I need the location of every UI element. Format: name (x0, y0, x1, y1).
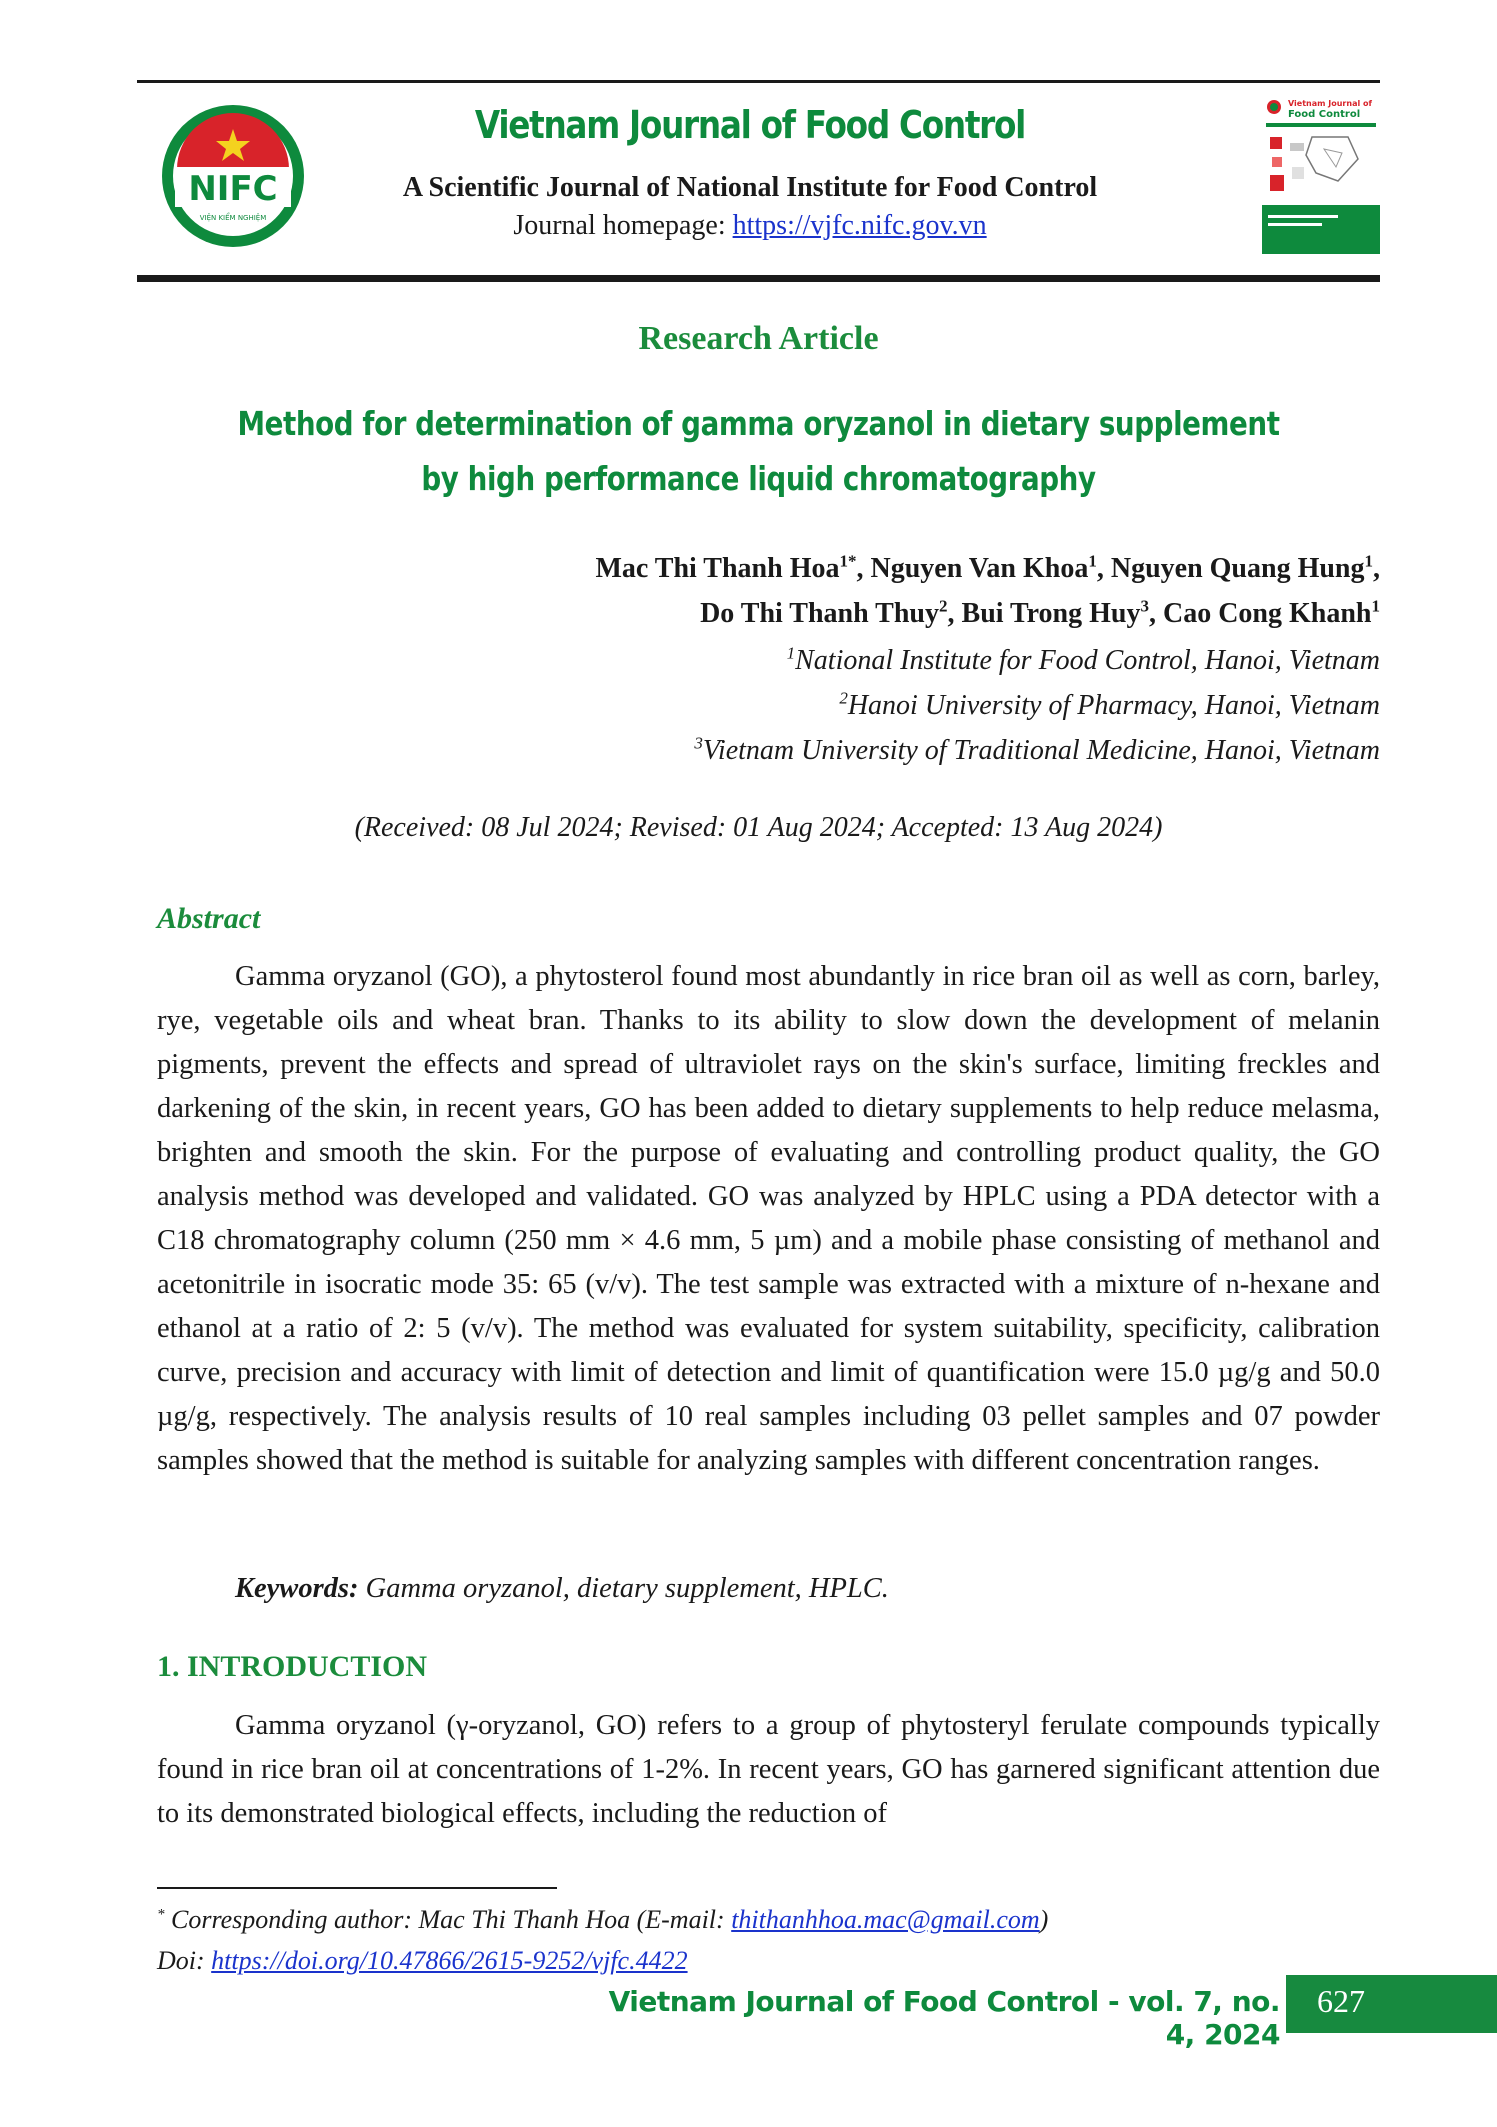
corresponding-end: ) (1039, 1905, 1049, 1934)
author-name: Mac Thi Thanh Hoa (595, 553, 840, 584)
author-affil-mark: 1 (1371, 596, 1380, 616)
footnote-rule (157, 1887, 557, 1889)
affiliation-mark: 2 (839, 688, 848, 708)
author-separator: , (1373, 553, 1380, 584)
affiliations (694, 638, 1380, 773)
affiliation-item (694, 728, 1380, 773)
homepage-link[interactable]: https://vjfc.nifc.gov.vn (732, 210, 987, 241)
corresponding-author-footnote (157, 1905, 1048, 1935)
doi-link[interactable]: https://doi.org/10.47866/2615-9252/vjfc.4422 (211, 1946, 688, 1975)
abstract-heading: Abstract (157, 902, 261, 935)
author-separator: , (947, 598, 962, 629)
title-line-1: Method for determination of gamma oryzanol in dietary supplement (237, 404, 1280, 443)
author-name: Bui Trong Huy (961, 598, 1141, 629)
submission-dates: (Received: 08 Jul 2024; Revised: 01 Aug 2024; Accepted: 13 Aug 2024) (354, 812, 1163, 843)
author-name: Nguyen Quang Hung (1110, 553, 1365, 584)
cover-title-2: Food Control (1288, 109, 1361, 120)
corresponding-label: Corresponding author: Mac Thi Thanh Hoa (E-mail: (164, 1905, 732, 1934)
author-list (595, 546, 1380, 636)
author-affil-mark: 3 (1140, 596, 1149, 616)
keywords-label: Keywords: (235, 1573, 359, 1604)
author-name: Nguyen Van Khoa (870, 553, 1089, 584)
page-number: 627 (1317, 1983, 1365, 2019)
top-rule (137, 80, 1380, 83)
section-heading-introduction: 1. INTRODUCTION (157, 1650, 428, 1683)
journal-subtitle: A Scientific Journal of National Institute for Food Control (402, 172, 1098, 203)
header-rule (137, 275, 1380, 282)
title-line-2: by high performance liquid chromatography (421, 459, 1096, 498)
homepage-label: Journal homepage: (513, 210, 733, 241)
authors-line-1 (595, 546, 1380, 591)
affiliation-text: Vietnam University of Traditional Medicine, Hanoi, Vietnam (702, 735, 1380, 766)
doi-label: Doi: (157, 1946, 212, 1975)
footnote-mark: * (157, 1906, 165, 1923)
journal-cover-thumbnail (1262, 97, 1380, 254)
affiliation-text: Hanoi University of Pharmacy, Hanoi, Vietnam (847, 690, 1380, 721)
authors-line-2 (595, 591, 1380, 636)
logo-subtext: VIỆN KIỂM NGHIỆM (199, 214, 267, 222)
author-separator: , (1096, 553, 1111, 584)
keywords-list: Gamma oryzanol, dietary supplement, HPLC. (358, 1573, 889, 1604)
author-affil-mark: 1 (1364, 551, 1373, 571)
affiliation-mark: 1 (786, 643, 796, 663)
affiliation-item (694, 638, 1380, 683)
keywords (157, 1573, 1380, 1605)
author-name: Cao Cong Khanh (1162, 598, 1372, 629)
nifc-logo (160, 103, 306, 249)
doi-footnote (157, 1946, 688, 1976)
abstract-paragraph: Gamma oryzanol (GO), a phytosterol found most abundantly in rice bran oil as well as corn, barley, rye, vegetable oils and wheat bran. Thanks to its ability to slow down the development of melanin pigments, prevent the effects and spread of ultraviolet rays on the skin's surface, limiting freckles and darkening of the skin, in recent years, GO has been added to dietary supplements to help reduce melasma, brighten and smooth the skin. For the purpose of evaluating and controlling product quality, the GO analysis method was developed and validated. GO was analyzed by HPLC using a PDA detector with a C18 chromatography column (250 mm × 4.6 mm, 5 µm) and a mobile phase consisting of methanol and acetonitrile in isocratic mode 35: 65 (v/v). The test sample was extracted with a mixture of n-hexane and ethanol at a ratio of 2: 5 (v/v). The method was evaluated for system suitability, specificity, calibration curve, precision and accuracy with limit of detection and limit of quantification were 15.0 µg/g and 50.0 µg/g, respectively. The analysis results of 10 real samples including 03 pellet samples and 07 powder samples showed that the method is suitable for analyzing samples with different concentration ranges. (157, 961, 1380, 1476)
footer-journal-issue: Vietnam Journal of Food Control - vol. 7, no. 4, 2024 (608, 1985, 1280, 2051)
article-title (236, 396, 1280, 506)
journal-homepage (330, 210, 1170, 242)
email-link[interactable]: thithanhhoa.mac@gmail.com (731, 1905, 1040, 1934)
author-separator: , (1148, 598, 1163, 629)
introduction-paragraph: Gamma oryzanol (γ-oryzanol, GO) refers to a group of phytosteryl ferulate compounds typically found in rice bran oil at concentrations of 1-2%. In recent years, GO has garnered significant attention due to its demonstrated biological effects, including the reduction of (157, 1710, 1380, 1829)
author-affil-mark: 2 (939, 596, 948, 616)
logo-text: NIFC (188, 169, 278, 209)
affiliation-mark: 3 (694, 733, 703, 753)
cover-title-1: Vietnam Journal of (1288, 99, 1372, 108)
affiliation-item (694, 683, 1380, 728)
article-type: Research Article (638, 320, 879, 357)
affiliation-text: National Institute for Food Control, Hanoi, Vietnam (795, 645, 1380, 676)
journal-name: Vietnam Journal of Food Control (474, 103, 1026, 147)
author-affil-mark: 1* (839, 551, 857, 571)
author-separator: , (856, 553, 871, 584)
author-affil-mark: 1 (1088, 551, 1097, 571)
author-name: Do Thi Thanh Thuy (700, 598, 940, 629)
